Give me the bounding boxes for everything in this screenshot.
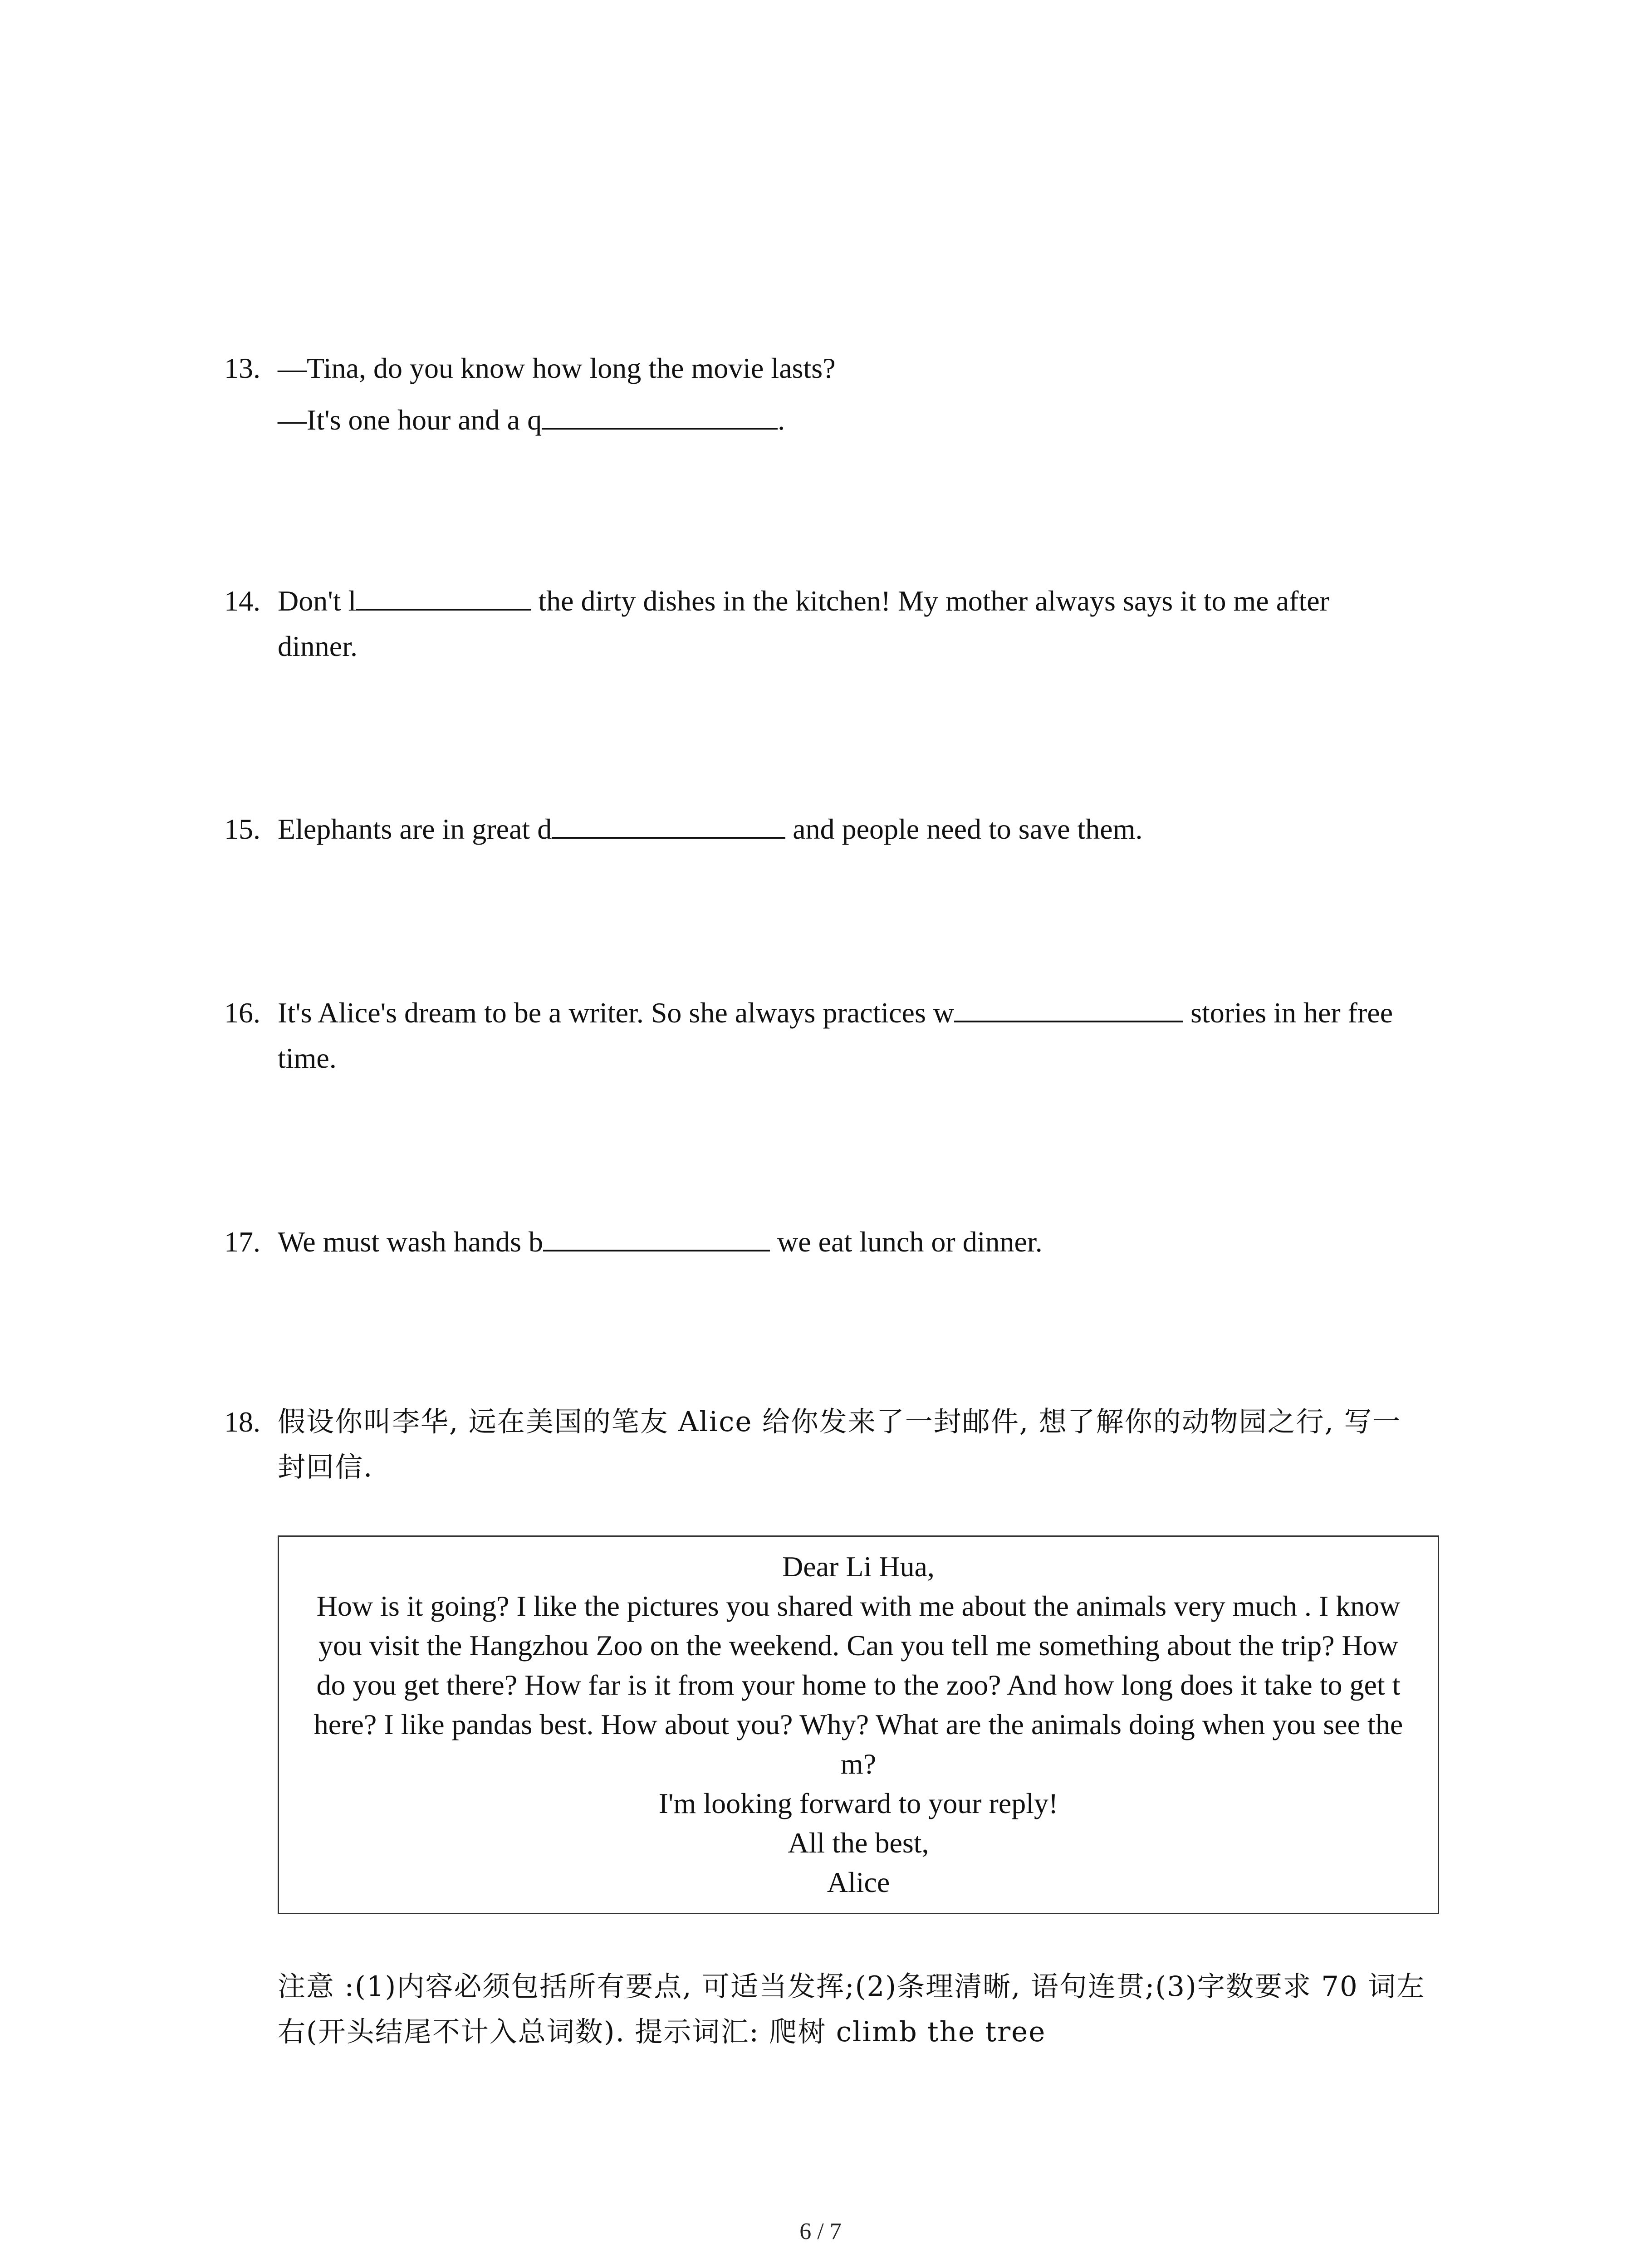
question-number: 18. [224,1406,260,1438]
text-before-blank: Elephants are in great d [278,813,552,845]
letter-greeting: Dear Li Hua, [782,1550,935,1583]
dialogue-line-1: —Tina, do you know how long the movie lasts? [278,352,836,384]
page-number: 6 / 7 [799,2219,842,2244]
question-number: 13. [224,352,260,384]
letter-signature: Alice [827,1866,890,1898]
question-line-2: 封回信. [278,1451,373,1483]
email-letter-box [278,1535,1439,1914]
dialogue-line-2 [278,397,1457,443]
letter-line: you visit the Hangzhou Zoo on the weekend. Can you tell me something about the trip? How [318,1629,1398,1662]
question-number: 14. [224,585,260,617]
answer-blank[interactable] [543,1222,770,1251]
text-after-blank: stories in her free [1183,997,1393,1029]
text-after-blank: the dirty dishes in the kitchen! My mother always says it to me after [531,585,1329,617]
question-text [278,578,1457,669]
letter-line: How is it going? I like the pictures you shared with me about the animals very much . I know [316,1590,1401,1622]
letter-closing: All the best, [788,1827,929,1859]
question-line-2: time. [278,1042,337,1074]
text-after-blank: we eat lunch or dinner. [770,1226,1043,1258]
text-after-blank: . [778,404,785,436]
letter-line: do you get there? How far is it from your home to the zoo? And how long does it take to get t [316,1669,1401,1701]
question-number: 17. [224,1226,260,1258]
text-before-blank: Don't l [278,585,357,617]
question-text [278,807,1457,852]
note-text [278,1964,1457,2055]
question-number: 15. [224,813,260,845]
answer-blank[interactable] [954,992,1183,1022]
question-text [278,990,1457,1081]
question-text [278,1219,1457,1265]
answer-blank[interactable] [552,809,785,839]
question-text [278,346,1457,443]
question-line-1 [278,578,1457,624]
letter-line: I'm looking forward to your reply! [658,1787,1058,1819]
note-line-2: 右(开头结尾不计入总词数). 提示词汇: 爬树 climb the tree [278,2016,1046,2048]
text-after-blank: and people need to save them. [785,813,1143,845]
text-before-blank: —It's one hour and a q [278,404,542,436]
text-before-blank: It's Alice's dream to be a writer. So she always practices w [278,997,955,1029]
question-line-2: dinner. [278,630,358,662]
question-text [278,1399,1457,1490]
letter-line: m? [840,1748,877,1780]
question-number: 16. [224,997,260,1029]
note-line-1: 注意 :(1)内容必须包括所有要点, 可适当发挥;(2)条理清晰, 语句连贯;(3)字数要求 70 词左 [278,1970,1425,2003]
letter-line: here? I like pandas best. How about you? Why? What are the animals doing when you see the [314,1708,1403,1740]
text-before-blank: We must wash hands b [278,1226,543,1258]
question-line-1 [278,990,1457,1036]
question-line-1: 假设你叫李华, 远在美国的笔友 Alice 给你发来了一封邮件, 想了解你的动物园之行, 写一 [278,1406,1401,1438]
answer-blank[interactable] [356,581,531,611]
answer-blank[interactable] [542,400,778,430]
